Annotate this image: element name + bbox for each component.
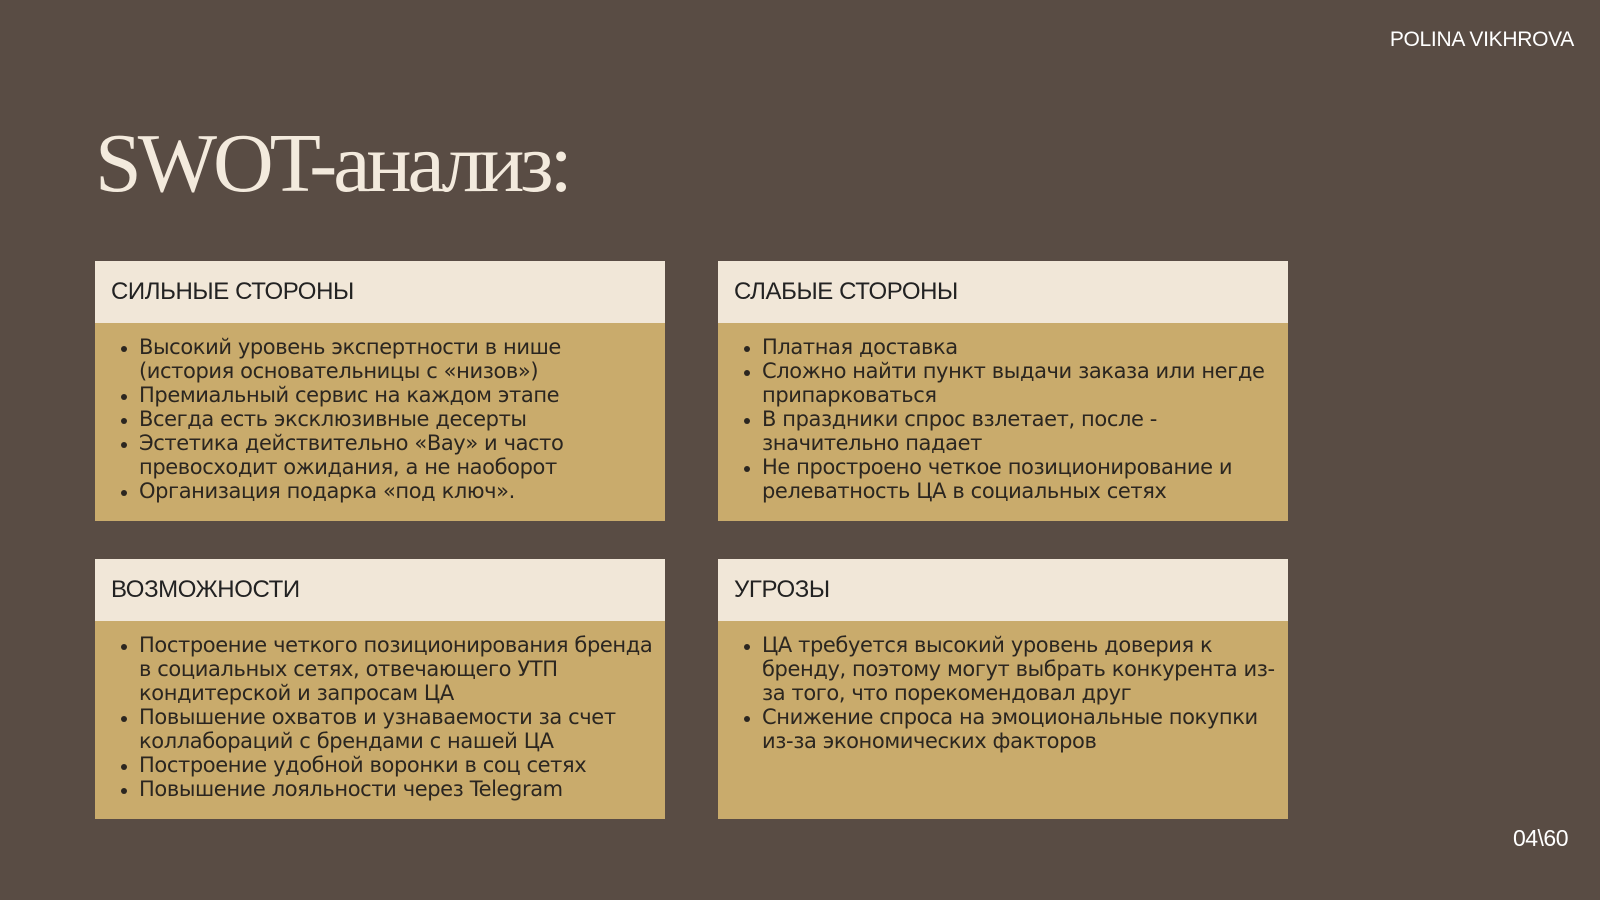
list-item: • Платная доставка xyxy=(762,335,1280,359)
author-name: POLINA VIKHROVA xyxy=(1389,28,1574,51)
threats-card-header xyxy=(718,559,1288,621)
list-item: • В праздники спрос взлетает, после - значительно падает xyxy=(762,407,1280,455)
opportunities-title: ВОЗМОЖНОСТИ xyxy=(111,576,300,603)
weaknesses-list xyxy=(718,323,1288,503)
list-item: • Построение четкого позиционирования бренда в социальных сетях, отвечающего УТП кондитерской и запросам ЦА xyxy=(139,633,657,705)
strengths-card-header xyxy=(95,261,665,323)
opportunities-card-header xyxy=(95,559,665,621)
list-item: • ЦА требуется высокий уровень доверия к бренду, поэтому могут выбрать конкурента из-за того, что порекомендовал друг xyxy=(762,633,1280,705)
slide-title: SWOT-анализ: xyxy=(95,117,569,210)
weaknesses-card xyxy=(718,261,1288,521)
weaknesses-title: СЛАБЫЕ СТОРОНЫ xyxy=(734,278,958,305)
threats-title: УГРОЗЫ xyxy=(734,576,830,603)
list-item: • Всегда есть эксклюзивные десерты xyxy=(139,407,657,431)
threats-list xyxy=(718,621,1288,753)
list-item: • Не простроено четкое позиционирование и релеватность ЦА в социальных сетях xyxy=(762,455,1280,503)
list-item: • Повышение охватов и узнаваемости за счет коллабораций с брендами с нашей ЦА xyxy=(139,705,657,753)
list-item: • Премиальный сервис на каждом этапе xyxy=(139,383,657,407)
list-item: • Снижение спроса на эмоциональные покупки из-за экономических факторов xyxy=(762,705,1280,753)
list-item: • Построение удобной воронки в соц сетях xyxy=(139,753,657,777)
strengths-card xyxy=(95,261,665,521)
weaknesses-card-header xyxy=(718,261,1288,323)
list-item: • Эстетика действительно «Вау» и часто превосходит ожидания, а не наоборот xyxy=(139,431,657,479)
opportunities-card xyxy=(95,559,665,819)
page-number: 04\60 xyxy=(1512,825,1568,851)
list-item: • Организация подарка «под ключ». xyxy=(139,479,657,503)
strengths-list xyxy=(95,323,665,503)
strengths-title: СИЛЬНЫЕ СТОРОНЫ xyxy=(111,278,354,305)
list-item: • Повышение лояльности через Telegram xyxy=(139,777,657,801)
list-item: • Высокий уровень экспертности в нише (история основательницы с «низов») xyxy=(139,335,657,383)
opportunities-list xyxy=(95,621,665,801)
list-item: • Сложно найти пункт выдачи заказа или негде припарковаться xyxy=(762,359,1280,407)
threats-card xyxy=(718,559,1288,819)
